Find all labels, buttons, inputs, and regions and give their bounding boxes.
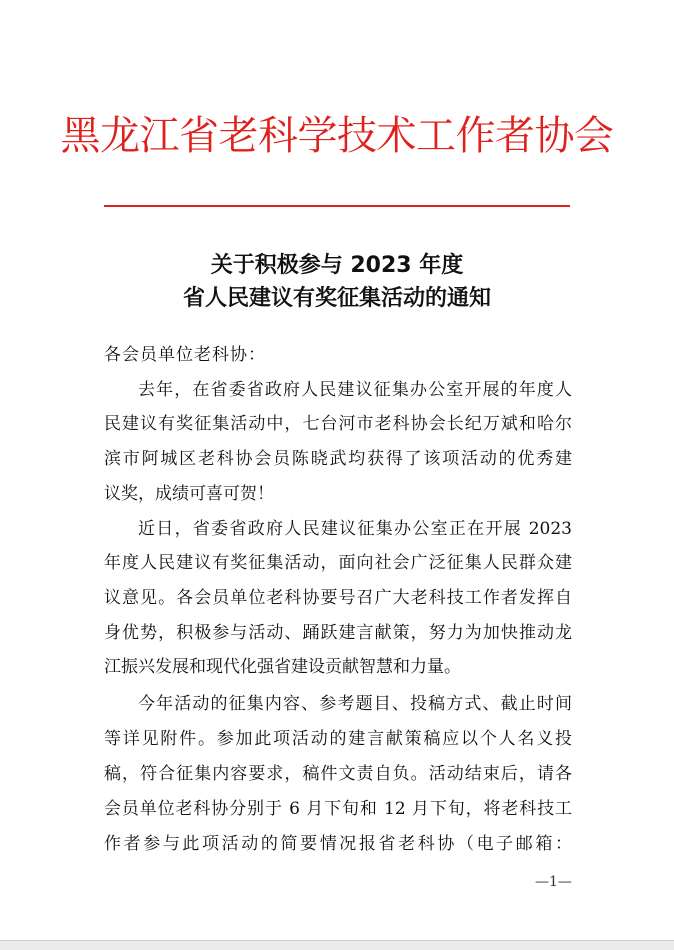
paragraph-2-line-4: 身优势，积极参与活动、踊跃建言献策，努力为加快推动龙 <box>104 623 572 643</box>
notice-title-line-1: 关于积极参与 2023 年度 <box>210 253 464 278</box>
salutation: 各会员单位老科协： <box>104 345 266 365</box>
paragraph-2-line-5: 江振兴发展和现代化强省建设贡献智慧和力量。 <box>104 657 461 677</box>
notice-title-line-2: 省人民建议有奖征集活动的通知 <box>182 286 491 311</box>
paragraph-1-line-2: 民建议有奖征集活动中，七台河市老科协会长纪万斌和哈尔 <box>104 414 572 434</box>
paragraph-2-line-1: 近日，省委省政府人民建议征集办公室正在开展 2023 <box>138 519 572 539</box>
paragraph-3-line-2: 等详见附件。参加此项活动的建言献策稿应以个人名义投 <box>104 729 572 749</box>
letterhead-red-rule <box>104 205 570 207</box>
paragraph-2-line-3: 议意见。各会员单位老科协要号召广大老科技工作者发挥自 <box>104 588 572 608</box>
paragraph-1-line-1: 去年，在省委省政府人民建议征集办公室开展的年度人 <box>138 380 572 400</box>
page-number: —1— <box>535 874 572 890</box>
paragraph-1-line-4: 议奖，成绩可喜可贺！ <box>104 484 274 504</box>
paragraph-2-line-2: 年度人民建议有奖征集活动，面向社会广泛征集人民群众建 <box>104 553 572 573</box>
paragraph-3-line-1: 今年活动的征集内容、参考题目、投稿方式、截止时间 <box>138 694 572 714</box>
paragraph-3-line-3: 稿，符合征集内容要求，稿件文责自负。活动结束后，请各 <box>104 764 572 784</box>
paragraph-3-line-4: 会员单位老科协分别于 6 月下旬和 12 月下旬，将老科技工 <box>104 799 572 819</box>
paragraph-3-line-5: 作者参与此项活动的简要情况报省老科协（电子邮箱： <box>104 834 572 854</box>
paragraph-1-line-3: 滨市阿城区老科协会员陈晓武均获得了该项活动的优秀建 <box>104 449 572 469</box>
letterhead-title: 黑龙江省老科学技术工作者协会 <box>60 113 614 159</box>
